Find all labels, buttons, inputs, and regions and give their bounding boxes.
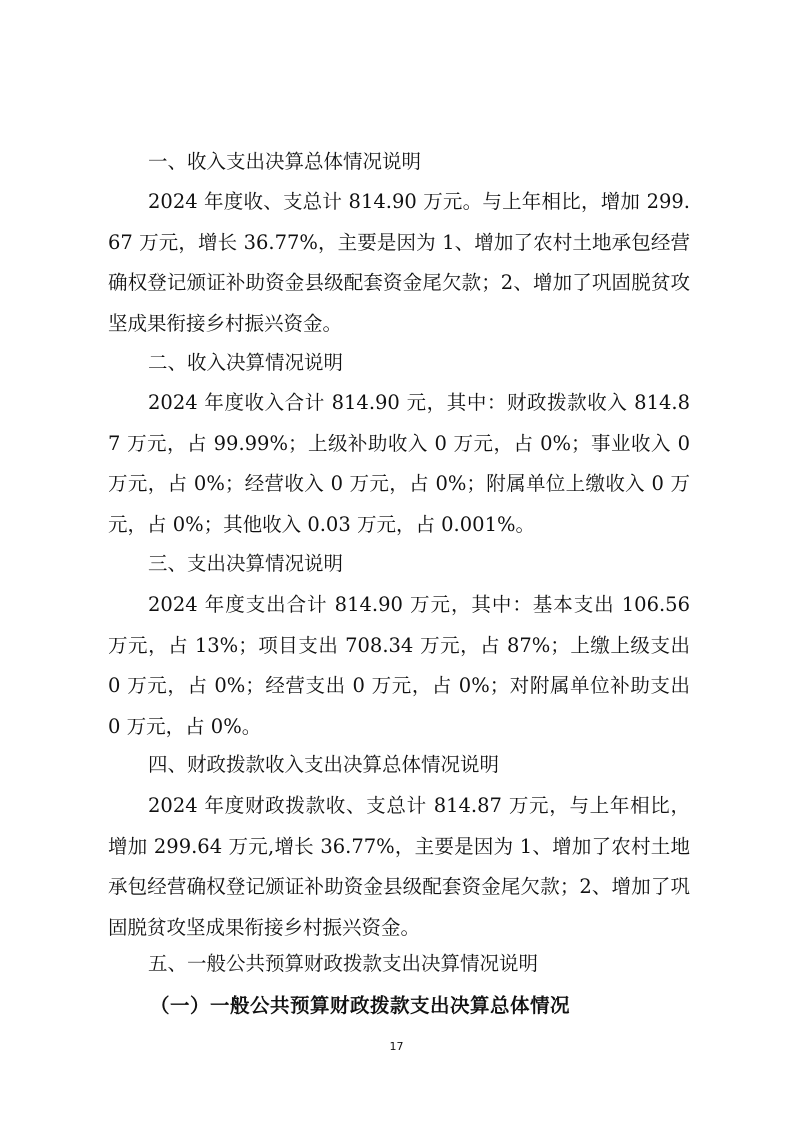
page-number: 17 [389, 1040, 404, 1053]
section-3-heading: 三、支出决算情况说明 [148, 552, 344, 575]
section-2-body: 2024 年度收入合计 814.90 元，其中：财政拨款收入 814.87 万元，占 99.99%；上级补助收入 0 万元，占 0%；事业收入 0 万元，占 0%；经营收入 0 万元，占 0%；附属单位上缴收入 0 万元，占 0%；其他收入 0.03 万元，占 0.001%。 [108, 391, 690, 536]
section-5-heading: 五、一般公共预算财政拨款支出决算情况说明 [148, 952, 539, 975]
section-4-body: 2024 年度财政拨款收、支总计 814.87 万元，与上年相比，增加 299.64 万元,增长 36.77%，主要是因为 1、增加了农村土地承包经营确权登记颁证补助资金县级配套资金尾欠款；2、增加了巩固脱贫攻坚成果衔接乡村振兴资金。 [108, 794, 690, 939]
section-1-heading: 一、收入支出决算总体情况说明 [148, 150, 422, 173]
section-3-body: 2024 年度支出合计 814.90 万元，其中：基本支出 106.56 万元，占 13%；项目支出 708.34 万元，占 87%；上缴上级支出 0 万元，占 0%；经营支出 0 万元，占 0%；对附属单位补助支出 0 万元，占 0%。 [108, 593, 690, 738]
section-2-heading: 二、收入决算情况说明 [148, 351, 344, 374]
section-1-body: 2024 年度收、支总计 814.90 万元。与上年相比，增加 299.67 万元，增长 36.77%，主要是因为 1、增加了农村土地承包经营确权登记颁证补助资金县级配套资金尾欠款；2、增加了巩固脱贫攻坚成果衔接乡村振兴资金。 [108, 190, 690, 335]
subsection-heading: （一）一般公共预算财政拨款支出决算总体情况 [150, 994, 571, 1017]
section-4-heading: 四、财政拨款收入支出决算总体情况说明 [148, 753, 500, 776]
